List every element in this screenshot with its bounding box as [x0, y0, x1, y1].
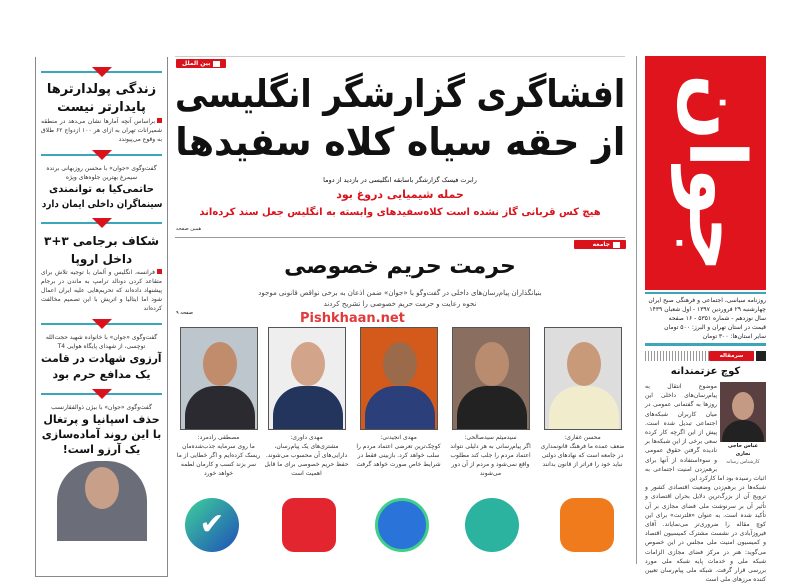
section-divider [41, 389, 162, 399]
author-role: کارشناس رسانه [726, 459, 760, 465]
news-item-5-kicker: گفت‌وگوی «جوان» با بیژن ذوالفقارنسب [51, 404, 152, 411]
quote-caption-2: سیدمیثم سیدصالحی: اگر پیام‌رسانی به هر دلیلی نتواند اعتماد مردم را جلب کند مطلوب واقع نمی‌شود و مردم از آن دور می‌شوند [450, 434, 531, 477]
top-divider [175, 56, 625, 57]
news-item-4-title[interactable]: آرزوی شهادت در قامت یک مدافع حرم بود [41, 352, 162, 381]
lead-subhead-2: هیچ کس قربانی گاز نشده است کلاه‌سفیدهای وابسته به انگلیس جعل سند کرده‌اند [199, 207, 601, 218]
newspaper-logo: جوان [645, 56, 766, 290]
news-item-1-title[interactable]: زندگی پولدارترها پایدارتر نیست [46, 82, 157, 115]
tag-icon [613, 242, 620, 248]
left-news-column [35, 57, 168, 577]
portrait-photo-1 [544, 327, 622, 430]
lead-headline[interactable] [175, 70, 625, 166]
section-tag-international: بین الملل [176, 59, 226, 68]
interviewee-photo [57, 461, 147, 541]
soroush-app-icon [465, 498, 519, 552]
editorial-arrow-icon [756, 351, 766, 361]
news-item-5-title[interactable]: حذف اسپانیا و پرتغال با این روند آماده‌سازی یک آرزو است! [41, 413, 162, 456]
portrait-photo-2 [452, 327, 530, 430]
section-tag-society: جامعه [574, 240, 626, 249]
masthead-rule [645, 343, 766, 346]
author-box [720, 382, 766, 466]
news-item-4-kicker: گفت‌وگوی «جوان» با خانواده شهید حجت‌الله توچسی، از شهدای پایگاه هوایی T4 [45, 334, 158, 350]
news-item-3-title[interactable]: شکاف برجامی ۳+۳ داخل اروپا [44, 234, 159, 266]
news-item-2-title[interactable]: حاتمی‌کیا به توانمندی سینماگران داخلی ایمان دارد [41, 184, 162, 210]
quote-caption-4: مهدی داوری: مشتری‌های یک پیام‌رسان، دارایی‌های آن محسوب می‌شوند. حفظ حریم خصوصی برای ما قابل اهمیت است [264, 434, 349, 477]
section-divider [41, 218, 162, 228]
lead-subhead-1: حمله شیمیایی دروغ بود [336, 188, 464, 201]
lead-headline-line1: افشاگری گزارشگر انگلیسی [174, 72, 625, 116]
masthead-info: روزنامه سیاسی، اجتماعی و فرهنگی صبح ایران چهارشنبه ۲۹ فروردین ۱۳۹۷ - اول شعبان ۱۴۳۹ سال نوزدهم - شماره ۵۳۵۱ - ۱۶ صفحه قیمت در استان تهران و البرز: ۵۰۰ تومان سایر استان‌ها: ۳۰۰ تومان [648, 297, 766, 340]
lead-page-ref[interactable]: همین صفحه [176, 226, 202, 232]
column-divider [636, 56, 637, 564]
lead-headline-line2: از حقه سیاه کلاه سفیدها [174, 120, 625, 164]
news-item-1-text: براساس آنچه آمارها نشان می‌دهد در منطقه شمیرانات تهران به ازای هر ۱۰۰ ازدواج ۶۲ طلاق به وقوع می‌پیوندد [41, 118, 162, 143]
right-column [645, 292, 766, 584]
portrait-photo-4 [268, 327, 346, 430]
section-divider [41, 67, 162, 77]
igap-checkmark-icon: ✔ [185, 498, 239, 552]
section-divider [41, 319, 162, 329]
lead-kicker: رابرت فیسک گزارشگر باسابقه انگلیسی در بازدید از دوما [323, 176, 477, 184]
section-divider [175, 237, 625, 238]
second-page-ref[interactable]: صفحه ۹ [176, 310, 193, 316]
quote-caption-3: مهدی انجیدنی: کوچک‌ترین تعرضی اعتماد مردم را سلب خواهد کرد. بازبینی فقط در شرایط خاص صورت خواهد گرفت [356, 434, 441, 468]
editorial-title[interactable]: کوچ عزتمندانه [670, 366, 741, 377]
portrait-photo-5 [180, 327, 258, 430]
second-headline[interactable]: حرمت حریم خصوصی [284, 254, 516, 279]
editorial-body [645, 382, 766, 584]
quote-caption-1: محسن غفاری: ضعف عمده ما فرهنگ قانونمداری در جامعه است که نهادهای دولتی نباید خود را فراتر از قانون بدانند [540, 434, 625, 468]
editorial-bar: سرمقاله [645, 351, 766, 361]
gap-app-icon [375, 498, 429, 552]
watermark: Pishkhaan.net [300, 311, 405, 326]
editorial-text-top: موضوع انتقال به پیام‌رسان‌های داخلی این روزها به گفتمانی عمومی در میان کاربران شبکه‌های اجتماعی تبدیل شده است. پیش از این اگرچه کار کرده سعی برخی از این شبکه‌ها بر نادیده گرفتن حقوق عمومی و سوءاستفاده از آنها برای برهم‌زدن امنیت اجتماعی به اثبات رسیده بود اما کارکرد این [645, 383, 766, 483]
eitaa-app-icon [560, 498, 614, 552]
author-photo [720, 382, 766, 442]
author-name: عباس حاجی نجاری [727, 443, 759, 457]
section-divider [41, 150, 162, 160]
masthead-rule [645, 292, 766, 294]
quote-caption-5: مصطفی رادمرد: ما روی سرمایه جذب‌شده‌مان ریسک کرده‌ایم و اگر خطایی از ما سر بزند کسب و کارمان لطمه خواهد خورد [176, 434, 261, 477]
editorial-text-bottom: شبکه‌ها در برهم‌زدن وضعیت اقتصادی کشور و ترویج آن از بزرگ‌ترین دلایل بحران اقتصادی و تأثیر آن بر سرنوشت ملی فضای مجازی بر آن تأکید شده است. به عنوان «فلترنت» برای این کوچ مقاله را ضروری‌تر می‌نمایاند. آقای فیروزآبادی در نشست مشترک کمیسیون اقتصاد و کمیسیون امنیت ملی مجلس در این خصوص می‌گوید: هنر در مرکز فضای مجازی الزامات شبکه ملی و خدمات پایه شبکه ملی مورد بررسی قرار گرفت. شبکه ملی پیام‌رسان تعیین کننده مرزهای ملی است [645, 484, 766, 584]
tag-icon [213, 61, 220, 67]
bisphone-app-icon [282, 498, 336, 552]
second-lede: بنیانگذاران پیام‌رسان‌های داخلی در گفت‌وگو با «جوان» ضمن اذعان به برخی نواقص قانونی موجود نحوه رعایت و حرمت حریم خصوصی را تشریح کردند [258, 289, 542, 308]
news-item-3-text: فرانسه، انگلیس و آلمان با توجیه تلاش برای متقاعد کردن دونالد ترامپ به ماندن در برجام پیشنهاد داده‌اند که تحریم‌هایی علیه ایران اعمال شود اما ایتالیا و اتریش با این تصمیم مخالفت کرده‌اند [41, 269, 162, 312]
news-item-2-kicker: گفت‌وگوی «جوان» با محسن روزبهانی برنده سیمرغ بهترین جلوه‌های ویژه [46, 165, 157, 181]
portrait-photo-3 [360, 327, 438, 430]
